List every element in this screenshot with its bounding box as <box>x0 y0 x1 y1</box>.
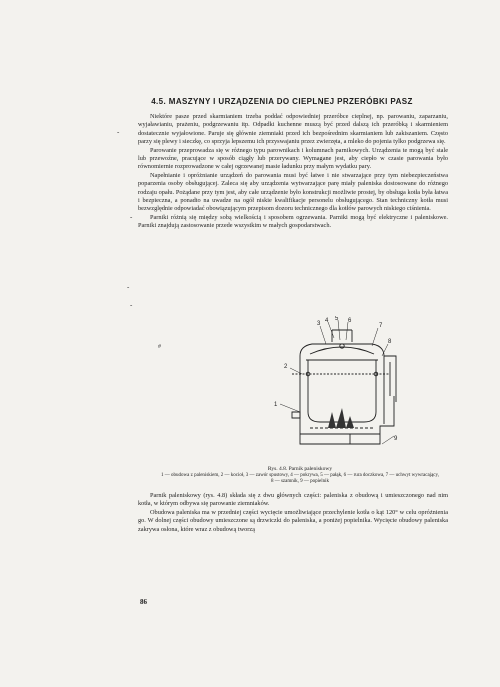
label-3: 3 <box>317 321 321 327</box>
boiler-diagram <box>262 316 412 466</box>
figure-title: Rys. 4.8. Parnik paleniskowy <box>267 466 333 472</box>
paragraph: Parniki różnią się między sobą wielkością i sposobem ogrzewania. Parniki mogą być elektryczne i paleniskowe. Parniki znajdują zastosowanie przede wszystkim w małych gospodarstwach. <box>138 213 448 230</box>
paragraph: Parnik paleniskowy (rys. 4.8) składa się z dwu głównych części: paleniska z obudową i umieszczonego nad nim kotła, w którym odbywa się parowanie ziemniaków. <box>138 492 448 508</box>
label-8: 8 <box>388 339 392 345</box>
drain-valve <box>292 412 300 418</box>
label-6: 6 <box>348 318 352 324</box>
small-mark: # <box>158 344 161 350</box>
label-2: 2 <box>284 364 288 370</box>
page-number: 86 <box>140 598 147 606</box>
margin-mark: - <box>130 213 133 221</box>
margin-mark: - <box>130 301 133 309</box>
label-4: 4 <box>325 318 329 324</box>
paragraph: Niektóre pasze przed skarmianiem trzeba poddać odpowiedniej przeróbce cieplnej, np. parowaniu, zaparzaniu, wyjaławianiu, prażeniu, podgrzewaniu itp. Odpadki kuchenne muszą być przed dalszą ich przeróbką i skarmieniem dostatecznie wyjałowione. Paruje się głównie ziemniaki przed ich bezpośrednim skarmianiem lub zakiszaniem. Często parzy się plewy i sieczkę, co sprzyja lepszemu ich przyswajaniu przez zwierzęta, a mleko do pojenia tylko podgrzewa się. <box>138 113 448 146</box>
housing-outline <box>300 356 394 444</box>
margin-mark: - <box>127 283 130 291</box>
paragraph: Parowanie przeprowadza się w różnego typu parownikach i kolumnach parnikowych. Urządzenia te mogą być stale lub przewoźne, pracujące w sposób ciągły lub przerywany. Wymagane jest, aby ciepło w czasie parowania było równomiernie rozprowadzone w całej ogrzewanej masie ładunku przy małym wydatku pary. <box>138 146 448 171</box>
figure-caption <box>160 466 440 486</box>
body-text-top <box>138 113 448 231</box>
label-5: 5 <box>335 316 339 322</box>
margin-mark: - <box>117 128 120 136</box>
label-7: 7 <box>379 323 383 329</box>
handle <box>332 330 352 342</box>
figure-legend: 1 — obudowa z paleniskiem, 2 — kocioł, 3 — zawór spustowy, 4 — pokrywa, 5 — pałąk, 6 — rura doczkowa, 7 — uchwyt wywracający, 8 — szamnik, 9 — popielnik <box>161 472 439 485</box>
label-1: 1 <box>274 402 278 408</box>
label-9: 9 <box>394 436 398 442</box>
body-text-bottom <box>138 492 448 534</box>
section-heading: 4.5. MASZYNY I URZĄDZENIA DO CIEPLNEJ PRZERÓBKI PASZ <box>151 97 413 106</box>
paragraph: Napełnianie i opróżnianie urządzeń do parowania musi być łatwe i nie stwarzające przy tym niebezpieczeństwa poparzenia osoby obsługującej. Zaleca się aby urządzenia wytwarzające parę miały paleniska dostosowane do różnego rodzaju opału. Pożądane przy tym jest, aby całe urządzenie było konstrukcji możliwie prostej, by obsługa kotła była łatwa i bezpieczna, a ponadto na uwadze na ogół niskie kwalifikacje personelu obsługującego. Stan techniczny kotła musi bezwzględnie odpowiadać obowiązującym przepisom dozoru technicznego dla kotłów parowych niskiego ciśnienia. <box>138 171 448 213</box>
paragraph: Obudowa paleniska ma w przedniej części wycięcie umożliwiające przechylenie kotła o kąt 120° w celu opróżnienia go. W dolnej części obudowy umieszczone są drzwiczki do paleniska, a poniżej popielnika. Wycięcie obudowy paleniska zakrywa osłona, które wraz z obudową tworzą <box>138 508 448 533</box>
